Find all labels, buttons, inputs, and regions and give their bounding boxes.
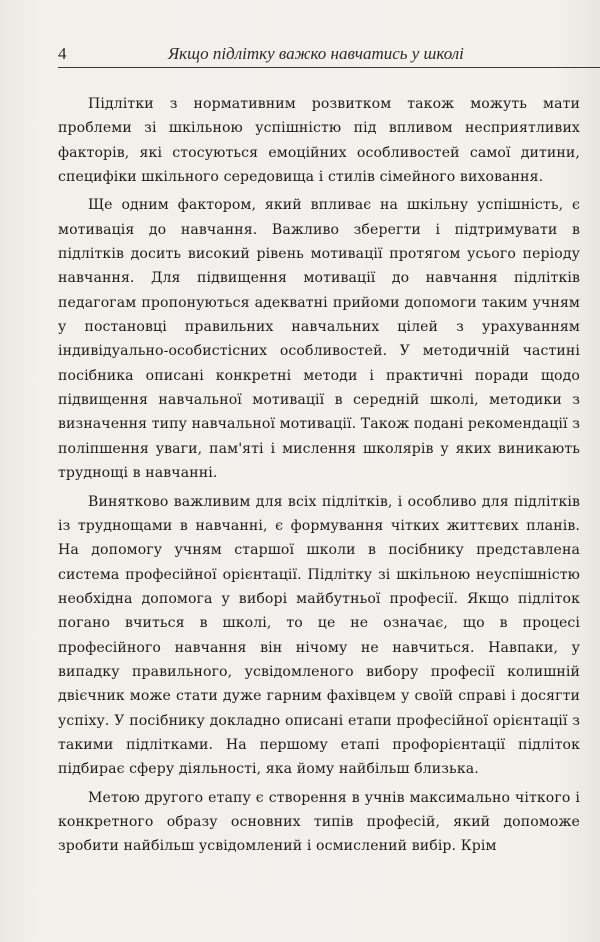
body-text xyxy=(58,92,580,863)
running-title: Якщо підлітку важко навчатись у школі xyxy=(168,44,464,63)
header-rule xyxy=(58,67,600,68)
paragraph: Метою другого етапу є створення в учнів максимально чіткого і конкретного образу основних типів професій, який допоможе зробити найбільш усвідомлений і осмислений вибір. Крім xyxy=(58,789,580,855)
paragraph: Підлітки з нормативним розвитком також можуть мати проблеми зі шкільною успішністю під впливом несприятливих факторів, які стосуються емоційних особливостей самої дитини, специфіки шкільного середовища і стилів сімейного виховання. xyxy=(58,96,580,186)
page-header xyxy=(58,40,600,68)
paragraph: Винятково важливим для всіх підлітків, і особливо для підлітків із труднощами в навчанні, є формування чітких життєвих планів. На допомогу учням старшої школи в посібнику представлена система професійної орієнтації. Підлітку зі шкільною неуспішністю необхідна допомога у виборі майбутньої професії. Якщо підліток погано вчиться в школі, то це не означає, що в процесі професійного навчання він нічому не навчиться. Навпаки, у випадку правильного, усвідомленого вибору професії колишній двієчник може стати дуже гарним фахівцем у своїй справі і досягти успіху. У посібнику докладно описані етапи професійної орієнтації з такими підлітками. На першому етапі профорієнтації підліток підбирає сферу діяльності, яка йому найбільш близька. xyxy=(58,493,580,778)
page-number: 4 xyxy=(58,44,67,63)
paragraph: Ще одним фактором, який впливає на шкільну успішність, є мотивація до навчання. Важливо зберегти і підтримувати в підлітків досить високий рівень мотивації протягом усього періоду навчання. Для підвищення мотивації до навчання підлітків педагогам пропонуються адекватні прийоми допомоги таким учням у постановці правильних навчальних цілей з урахуванням індивідуально-особистісних особливостей. У методичній частині посібника описані конкретні методи і практичні поради щодо підвищення навчальної мотивації в середній школі, методики з визначення типу навчальної мотивації. Також подані рекомендації з поліпшення уваги, пам'яті і мислення школярів у яких виникають труднощі в навчанні. xyxy=(58,197,581,482)
